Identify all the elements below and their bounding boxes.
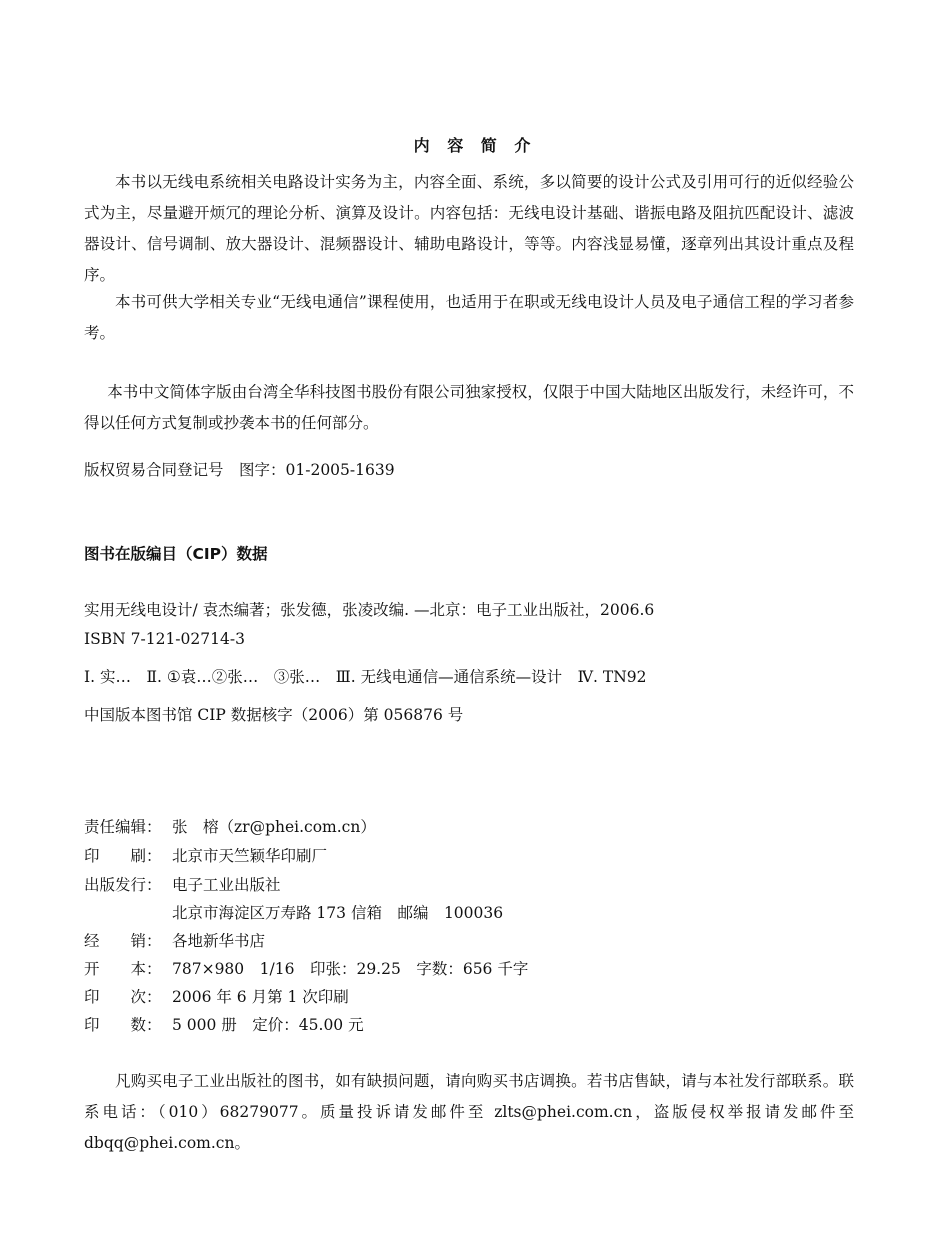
pub-row-print-run <box>84 1013 364 1037</box>
pub-row-editor <box>84 815 376 839</box>
cip-heading: 图书在版编目（CIP）数据 <box>84 545 268 563</box>
pub-value: 北京市海淀区万寿路 173 信箱 邮编 100036 <box>172 904 504 922</box>
license-paragraph: 本书中文简体字版由台湾全华科技图书股份有限公司独家授权，仅限于中国大陆地区出版发行，未经许可，不得以任何方式复制或抄袭本书的任何部分。 <box>84 383 854 432</box>
pub-row-format <box>84 957 528 981</box>
pub-label: 开 本： <box>84 960 162 978</box>
pub-row-distributor <box>84 929 265 953</box>
pub-value: 2006 年 6 月第 1 次印刷 <box>172 988 349 1006</box>
pub-value: 北京市天竺颖华印刷厂 <box>172 847 328 865</box>
pub-value: 5 000 册 定价：45.00 元 <box>172 1016 364 1034</box>
pub-label: 印 刷： <box>84 847 162 865</box>
cip-isbn: ISBN 7-121-02714-3 <box>84 630 245 648</box>
pub-row-edition <box>84 985 349 1009</box>
footer-paragraph: 凡购买电子工业出版社的图书，如有缺损问题，请向购买书店调换。若书店售缺，请与本社发行部联系。联系电话：（010）68279077。质量投诉请发邮件至 zlts@phei.com.cn，盗版侵权举报请发邮件至 dbqq@phei.com.cn。 <box>84 1072 854 1152</box>
intro-paragraph-2: 本书可供大学相关专业“无线电通信”课程使用，也适用于在职或无线电设计人员及电子通信工程的学习者参考。 <box>84 293 854 342</box>
pub-value: 张 榕（zr@phei.com.cn） <box>172 818 376 836</box>
cip-data-number: 中国版本图书馆 CIP 数据核字（2006）第 056876 号 <box>84 706 464 724</box>
pub-row-printer <box>84 844 327 868</box>
pub-value: 各地新华书店 <box>172 932 266 950</box>
pub-label: 责任编辑： <box>84 818 162 836</box>
intro-paragraph-1: 本书以无线电系统相关电路设计实务为主，内容全面、系统，多以简要的设计公式及引用可行的近似经验公式为主，尽量避开烦冗的理论分析、演算及设计。内容包括：无线电设计基础、谐振电路及阻抗匹配设计、滤波器设计、信号调制、放大器设计、混频器设计、辅助电路设计，等等。内容浅显易懂，逐章列出其设计重点及程序。 <box>84 173 854 284</box>
pub-row-address <box>84 901 503 925</box>
pub-value: 787×980 1/16 印张：29.25 字数：656 千字 <box>172 960 529 978</box>
pub-row-publisher <box>84 873 281 897</box>
pub-value: 电子工业出版社 <box>172 876 281 894</box>
pub-label: 出版发行： <box>84 876 162 894</box>
copyright-registration: 版权贸易合同登记号 图字：01-2005-1639 <box>84 461 395 479</box>
pub-label: 印 数： <box>84 1016 162 1034</box>
pub-label: 经 销： <box>84 932 162 950</box>
pub-label: 印 次： <box>84 988 162 1006</box>
page-title: 内 容 简 介 <box>413 136 537 155</box>
cip-classification: Ⅰ. 实… Ⅱ. ①袁…②张… ③张… Ⅲ. 无线电通信—通信系统—设计 Ⅳ. TN92 <box>84 668 647 686</box>
cip-line-1: 实用无线电设计/ 袁杰编著；张发德，张凌改编. —北京：电子工业出版社，2006.6 <box>84 601 655 619</box>
